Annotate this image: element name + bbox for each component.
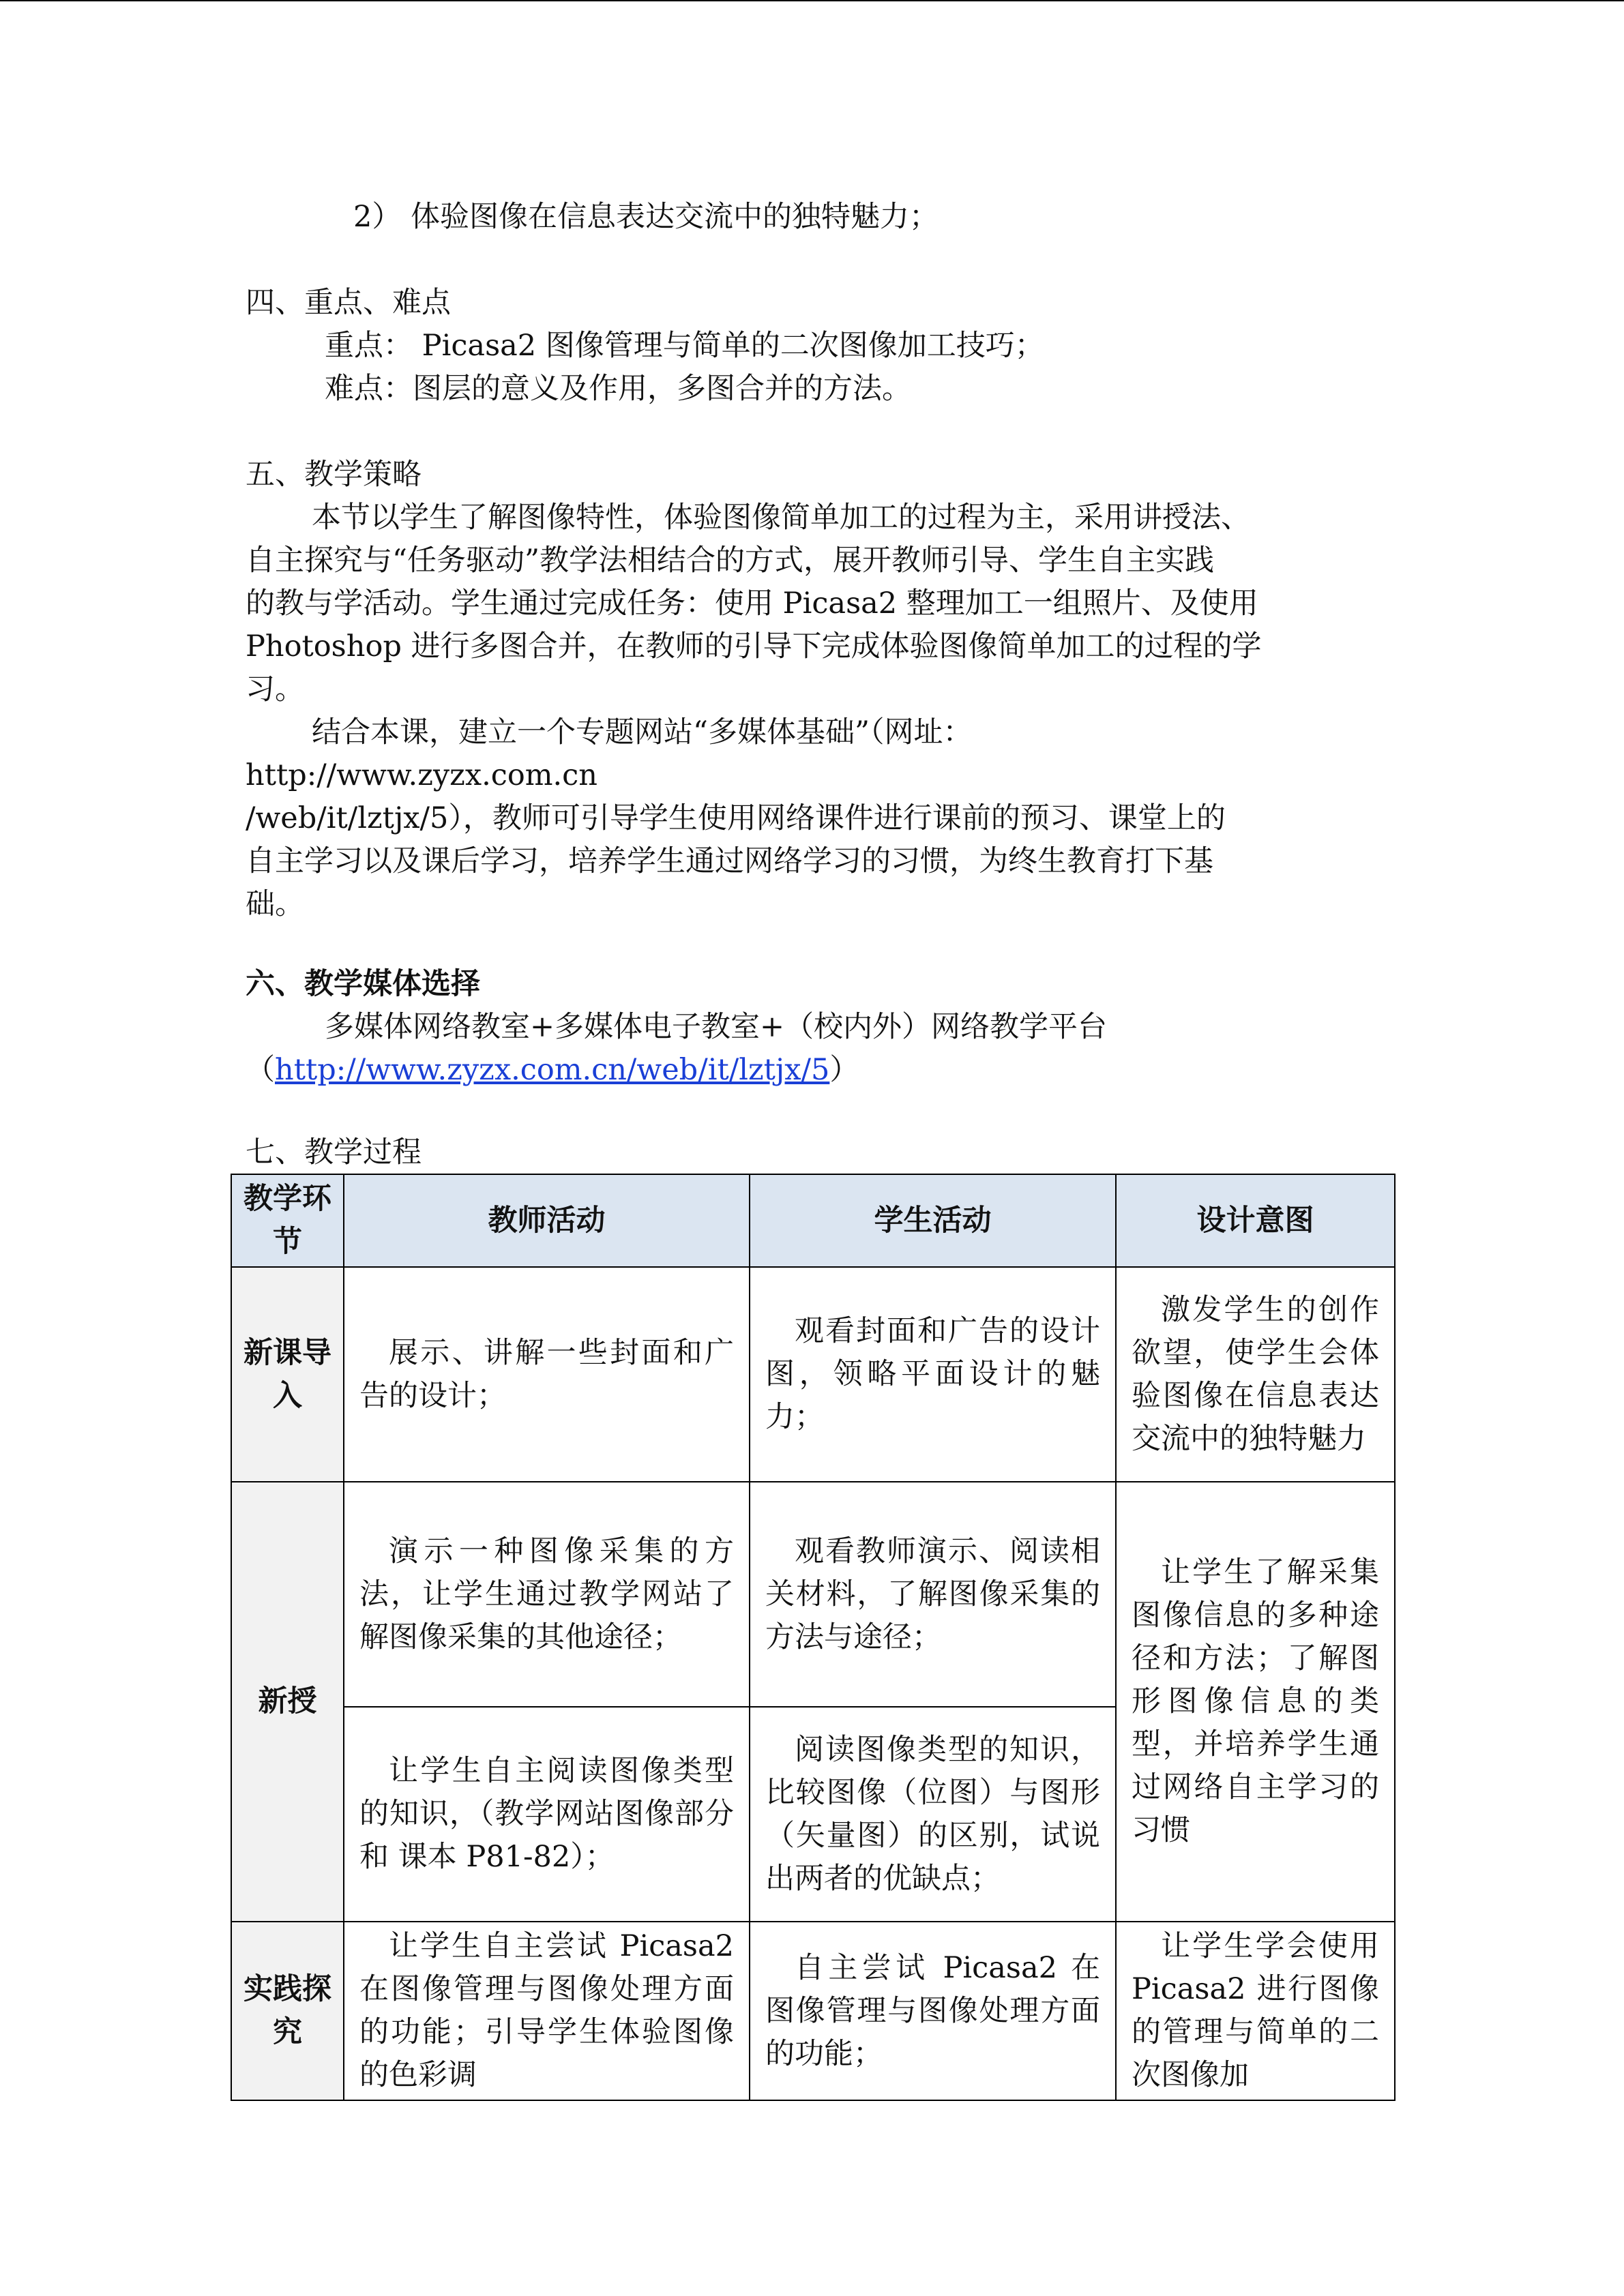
table-row <box>231 1482 1395 1707</box>
header-stage: 教学环节 <box>231 1174 344 1267</box>
key-point-line: 重点： Picasa2 图像管理与简单的二次图像加工技巧； <box>325 329 1044 363</box>
section-4-heading: 四、重点、难点 <box>246 286 451 320</box>
section-7-heading: 七、教学过程 <box>246 1135 422 1169</box>
design-intent-cell: 激发学生的创作欲望，使学生会体验图像在信息表达交流中的独特魅力 <box>1116 1267 1395 1482</box>
page-top-border <box>0 0 1624 1</box>
strategy-line: 的教与学活动。学生通过完成任务：使用 Picasa2 整理加工一组照片、及使用 <box>246 586 1258 621</box>
strategy-line: Photoshop 进行多图合并，在教师的引导下完成体验图像简单加工的过程的学 <box>246 629 1262 664</box>
strategy-url-line: http://www.zyzx.com.cn <box>246 758 597 792</box>
header-intent: 设计意图 <box>1116 1174 1395 1267</box>
design-intent-cell: 让学生学会使用 Picasa2 进行图像的管理与简单的二次图像加 <box>1116 1922 1395 2100</box>
paren-open: （ <box>246 1053 275 1087</box>
strategy-line: 自主学习以及课后学习，培养学生通过网络学习的习惯，为终生教育打下基 <box>246 844 1213 878</box>
stage-cell: 新授 <box>231 1482 344 1922</box>
strategy-line: 本节以学生了解图像特性，体验图像简单加工的过程为主，采用讲授法、 <box>312 501 1250 535</box>
strategy-line: /web/it/lztjx/5），教师可引导学生使用网络课件进行课前的预习、课堂上的 <box>246 801 1226 835</box>
platform-link[interactable]: http://www.zyzx.com.cn/web/it/lztjx/5 <box>275 1053 830 1087</box>
section-5-heading: 五、教学策略 <box>246 458 422 492</box>
design-intent-cell: 让学生了解采集图像信息的多种途径和方法；了解图形图像信息的类型，并培养学生通过网络自主学习的习惯 <box>1116 1482 1395 1922</box>
stage-cell: 新课导入 <box>231 1267 344 1482</box>
section-6-heading: 六、教学媒体选择 <box>246 967 480 1001</box>
strategy-line: 习。 <box>246 672 304 706</box>
student-activity-cell: 观看教师演示、阅读相关材料，了解图像采集的方法与途径； <box>750 1482 1116 1707</box>
student-activity-cell: 观看封面和广告的设计图，领略平面设计的魅力； <box>750 1267 1116 1482</box>
teacher-activity-cell: 让学生自主阅读图像类型的知识，（教学网站图像部分 和 课本 P81-82）； <box>344 1707 750 1922</box>
teaching-process-table <box>231 1174 1396 2101</box>
objective-item-2: 2） 体验图像在信息表达交流中的独特魅力； <box>353 200 939 234</box>
table-header-row <box>231 1174 1395 1267</box>
strategy-line: 结合本课，建立一个专题网站“多媒体基础”（网址： <box>312 715 973 749</box>
strategy-line: 础。 <box>246 887 304 921</box>
strategy-line: 自主探究与“任务驱动”教学法相结合的方式，展开教师引导、学生自主实践 <box>246 543 1214 578</box>
media-line: 多媒体网络教室+多媒体电子教室+（校内外）网络教学平台 <box>325 1010 1108 1044</box>
table-row <box>231 1922 1395 2100</box>
header-student: 学生活动 <box>750 1174 1116 1267</box>
stage-cell: 实践探究 <box>231 1922 344 2100</box>
difficulty-line: 难点：图层的意义及作用，多图合并的方法。 <box>325 372 911 406</box>
table-row <box>231 1267 1395 1482</box>
teacher-activity-cell: 展示、讲解一些封面和广告的设计； <box>344 1267 750 1482</box>
student-activity-cell: 阅读图像类型的知识，比较图像（位图）与图形（矢量图）的区别，试说出两者的优缺点； <box>750 1707 1116 1922</box>
header-teacher: 教师活动 <box>344 1174 750 1267</box>
teacher-activity-cell: 演示一种图像采集的方法，让学生通过教学网站了解图像采集的其他途径； <box>344 1482 750 1707</box>
paren-close: ） <box>829 1053 859 1087</box>
media-url-line <box>246 1049 859 1091</box>
student-activity-cell: 自主尝试 Picasa2 在图像管理与图像处理方面的功能； <box>750 1922 1116 2100</box>
teacher-activity-cell: 让学生自主尝试 Picasa2 在图像管理与图像处理方面的功能；引导学生体验图像的色彩调 <box>344 1922 750 2100</box>
